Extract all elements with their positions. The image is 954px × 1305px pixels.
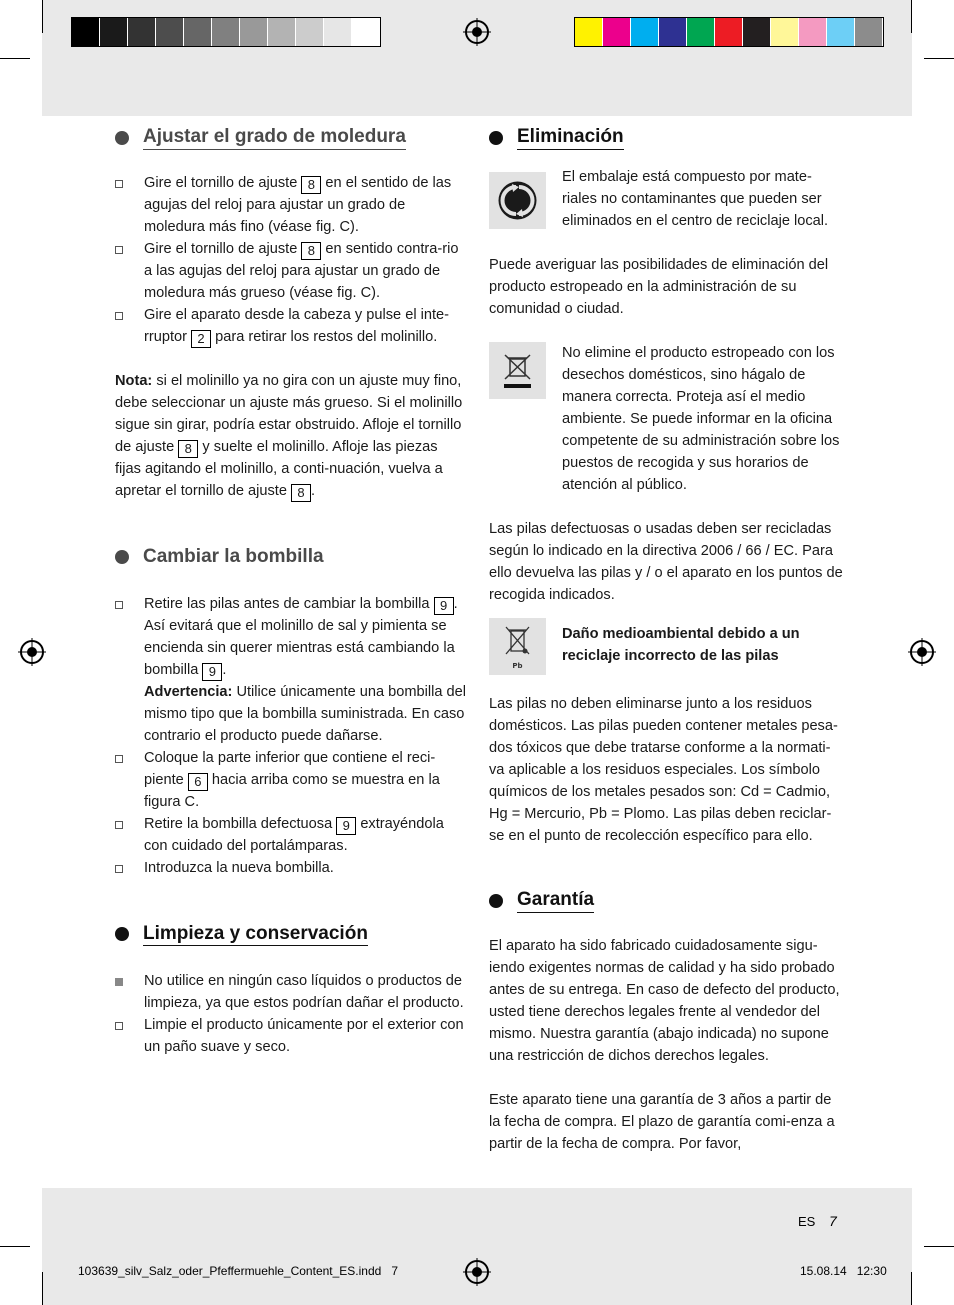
print-timestamp: 15.08.14 12:30 xyxy=(800,1264,887,1278)
color-swatch xyxy=(743,18,771,46)
crop-mark xyxy=(924,1246,954,1247)
color-swatch xyxy=(128,18,156,46)
crossed-bin-icon xyxy=(489,342,546,399)
color-swatch xyxy=(575,18,603,46)
packaging-text: El embalaje está compuesto por mate-riales no contaminantes que pueden ser eliminados en el centro de reciclaje local. xyxy=(562,168,829,229)
registration-mark-icon xyxy=(20,640,44,664)
footer-band xyxy=(42,1188,912,1305)
crop-mark xyxy=(911,1272,912,1305)
color-swatch xyxy=(659,18,687,46)
packaging-block xyxy=(489,168,845,232)
bullet-icon xyxy=(489,131,503,145)
color-swatch xyxy=(715,18,743,46)
battery-symbol: Pb xyxy=(512,661,523,670)
cleaning-steps xyxy=(115,970,467,1058)
warranty-paragraph: El aparato ha sido fabricado cuidadosamente sigu-iendo exigentes normas de calidad y ha sido probado antes de su entrega. En caso de defecto del producto, usted tiene derechos legales frente al vendedor del mismo. Nuestra garantía (abajo indicada) no supone una restricción de dichos derechos legales. xyxy=(489,937,840,1064)
registration-mark-icon xyxy=(910,640,934,664)
registration-mark-icon xyxy=(465,1260,489,1284)
right-column xyxy=(489,126,845,1155)
battery-warning-block xyxy=(489,618,845,675)
square-bullet-icon xyxy=(115,978,123,986)
crop-mark xyxy=(0,58,30,59)
color-swatch xyxy=(771,18,799,46)
crop-mark xyxy=(924,58,954,59)
part-number-ref: 2 xyxy=(191,330,211,348)
grind-note: Nota: si el molinillo ya no gira con un ajuste muy fino, debe seleccionar un ajuste más grueso. Si el molinillo sigue sin girar, podría estar obstruido. Afloje el tornillo de ajuste 8 y suelte el molinillo. Afloje las piezas fijas agitando el molinillo, a conti-nuación, vuelva a apretar el tornillo de ajuste 8 . xyxy=(115,372,463,500)
color-swatch xyxy=(184,18,212,46)
grind-steps xyxy=(115,172,467,348)
color-swatch xyxy=(72,18,100,46)
left-column xyxy=(115,126,467,1058)
checkbox-bullet-icon xyxy=(115,601,123,609)
grayscale-color-bar xyxy=(71,17,381,47)
color-swatch xyxy=(296,18,324,46)
checkbox-bullet-icon xyxy=(115,180,123,188)
page-number: 7 xyxy=(829,1213,837,1229)
batteries-paragraph: Las pilas defectuosas o usadas deben ser recicladas según lo indicado en la directiva 2006 / 66 / EC. Para ello devuelva las pilas y / o el aparato en los puntos de recogida indicados. xyxy=(489,520,843,603)
color-swatch xyxy=(100,18,128,46)
color-swatch xyxy=(603,18,631,46)
weee-block xyxy=(489,342,845,496)
color-swatch xyxy=(687,18,715,46)
section-heading-warranty: Garantía xyxy=(489,889,845,913)
crop-mark xyxy=(0,1246,30,1247)
color-swatch xyxy=(212,18,240,46)
part-number-ref: 9 xyxy=(434,597,454,615)
color-swatch xyxy=(827,18,855,46)
part-number-ref: 8 xyxy=(291,484,311,502)
crop-mark xyxy=(911,0,912,33)
part-number-ref: 9 xyxy=(202,663,222,681)
color-swatch xyxy=(352,18,380,46)
part-number-ref: 8 xyxy=(301,242,321,260)
color-swatch xyxy=(799,18,827,46)
weee-text: No elimine el producto estropeado con los desechos domésticos, sino hágalo de manera correcta. Proteja así el medio ambiente. Se puede informar en la oficina competente de su administración sobre los puestos de recogida y sus horarios de atención al público. xyxy=(562,344,840,493)
section-heading-grind: Ajustar el grado de moledura xyxy=(115,126,467,150)
color-swatch xyxy=(240,18,268,46)
list-item: Gire el aparato desde la cabeza y pulse el inte-rruptor 2 para retirar los restos del molinillo. xyxy=(115,304,467,348)
heavy-metals-paragraph: Las pilas no deben eliminarse junto a los residuos domésticos. Las pilas pueden contener metales pesa-dos tóxicos que debe tratarse conforme a la normati-va aplicable a los residuos especiales. Los símbolo químicos de los metales pesados son: Cd = Cadmio, Hg = Mercurio, Pb = Plomo. Las pilas deben reciclar-se en el punto de recolección específico para ello. xyxy=(489,695,838,844)
green-dot-recycling-icon xyxy=(489,172,546,229)
list-item: Gire el tornillo de ajuste 8 en sentido contra-rio a las agujas del reloj para ajustar un grado de moledura más grueso (véase fig. C). xyxy=(115,238,467,304)
crop-mark xyxy=(42,0,43,33)
section-heading-disposal: Eliminación xyxy=(489,126,845,150)
checkbox-bullet-icon xyxy=(115,755,123,763)
bullet-icon xyxy=(115,927,129,941)
part-number-ref: 8 xyxy=(301,176,321,194)
registration-mark-icon xyxy=(465,20,489,44)
color-swatch xyxy=(324,18,352,46)
checkbox-bullet-icon xyxy=(115,246,123,254)
crop-mark xyxy=(42,1272,43,1305)
part-number-ref: 9 xyxy=(336,817,356,835)
bulb-steps xyxy=(115,593,467,879)
process-color-bar xyxy=(574,17,884,47)
checkbox-bullet-icon xyxy=(115,821,123,829)
list-item: Gire el tornillo de ajuste 8 en el sentido de las agujas del reloj para ajustar un grado de moledura más fino (véase fig. C). xyxy=(115,172,467,238)
part-number-ref: 6 xyxy=(188,773,208,791)
color-swatch xyxy=(156,18,184,46)
disposal-paragraph: Puede averiguar las posibilidades de eliminación del producto estropeado en la administración de su comunidad o ciudad. xyxy=(489,256,829,317)
section-heading-cleaning: Limpieza y conservación xyxy=(115,923,467,947)
indd-file-name: 103639_silv_Salz_oder_Pfeffermuehle_Content_ES.indd 7 xyxy=(78,1264,399,1278)
list-item: Introduzca la nueva bombilla. xyxy=(115,857,467,879)
list-item: Coloque la parte inferior que contiene el reci-piente 6 hacia arriba como se muestra en la figura C. xyxy=(115,747,467,813)
bullet-icon xyxy=(115,131,129,145)
checkbox-bullet-icon xyxy=(115,865,123,873)
warranty-period-paragraph: Este aparato tiene una garantía de 3 años a partir de la fecha de compra. El plazo de garantía comi-enza a partir de la fecha de compra. Por favor, xyxy=(489,1091,835,1152)
list-item: Limpie el producto únicamente por el exterior con un paño suave y seco. xyxy=(115,1014,467,1058)
color-swatch xyxy=(855,18,883,46)
part-number-ref: 8 xyxy=(178,440,198,458)
checkbox-bullet-icon xyxy=(115,1022,123,1030)
list-item: Retire las pilas antes de cambiar la bombilla 9 . Así evitará que el molinillo de sal y pimienta se encienda sin querer mientras está cambiando la bombilla 9 . Advertencia: Utilice únicamente una bombilla del mismo tipo que la bombilla suministrada. En caso contrario el producto puede dañarse. xyxy=(115,593,467,747)
battery-warning-text: Daño medioambiental debido a un reciclaje incorrecto de las pilas xyxy=(562,625,800,664)
bullet-icon xyxy=(115,550,129,564)
bullet-icon xyxy=(489,894,503,908)
list-item: Retire la bombilla defectuosa 9 extrayéndola con cuidado del portalámparas. xyxy=(115,813,467,857)
list-item: No utilice en ningún caso líquidos o productos de limpieza, ya que estos podrían dañar el producto. xyxy=(115,970,467,1014)
section-heading-bulb: Cambiar la bombilla xyxy=(115,546,467,569)
language-code: ES xyxy=(798,1214,816,1229)
color-swatch xyxy=(631,18,659,46)
checkbox-bullet-icon xyxy=(115,312,123,320)
color-swatch xyxy=(268,18,296,46)
battery-bin-icon xyxy=(489,618,546,675)
